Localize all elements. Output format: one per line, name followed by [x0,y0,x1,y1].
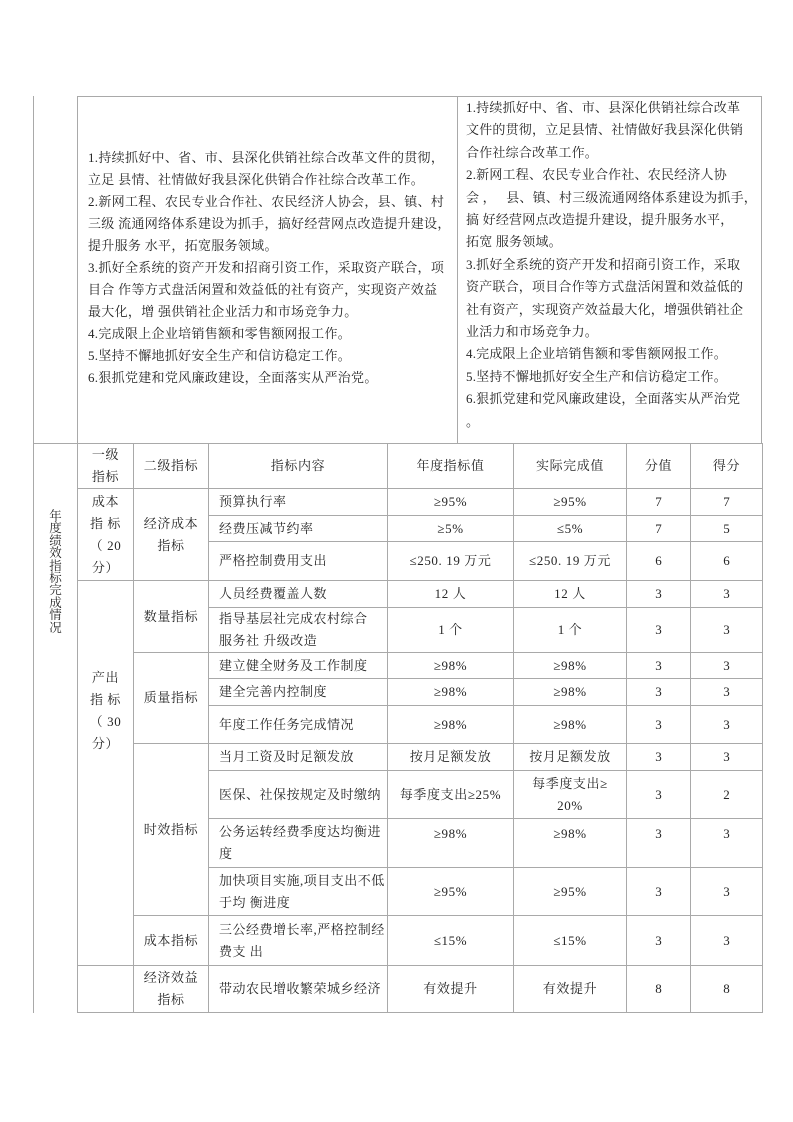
indicator-content: 加快项目实施,项目支出不低 于均 衡进度 [209,868,388,916]
indicator-content: 当月工资及时足额发放 [209,744,388,771]
weight-value: 3 [627,679,691,706]
weight-value: 7 [627,489,691,516]
score-value: 6 [691,542,763,581]
header-actual: 实际完成值 [514,444,627,489]
level2-timeliness: 时效指标 [134,744,209,916]
paragraph: 4.完成限上企业培销售额和零售额网报工作。 [88,326,352,341]
weight-value: 3 [627,744,691,771]
indicator-content: 严格控制费用支出 [209,542,388,581]
actual-value: ≤15% [514,916,627,966]
target-value: 按月足额发放 [388,744,514,771]
level1-cost-indicator: 成本 指 标 （ 20 分） [78,489,134,581]
table-row [34,916,763,966]
score-value: 3 [691,916,763,966]
actual-value: ≥98% [514,653,627,679]
weight-value: 6 [627,542,691,581]
level2-cost: 成本指标 [134,916,209,966]
level1-empty [78,966,134,1013]
target-value: ≥95% [388,489,514,516]
paragraph: 6.狠抓党建和党风廉政建设，全面落实从严治党。 [88,370,378,385]
actual-value: ≥98% [514,819,627,868]
target-value: ≥98% [388,706,514,744]
paragraph: 3.抓好全系统的资产开发和招商引资工作，采取 资产联合，项目合作等方式盘活闲置和效益低的 社有资产，实现资产效益最大化，增强供销社企 业活力和市场竞争力。 [466,256,744,340]
score-value: 3 [691,819,763,868]
target-value: ≤15% [388,916,514,966]
indicator-content: 建立健全财务及工作制度 [209,653,388,679]
level2-economic-benefit: 经济效益 指标 [134,966,209,1013]
paragraph: 2.新网工程、农民专业合作社、农民经济人协 会 ， 县、镇、村三级流通网络体系建设为抓手， 搞 好经营网点改造提升建设，提升服务水平， 拓宽 服务领域。 [466,167,758,250]
header-target: 年度指标值 [388,444,514,489]
paragraph: 1.持续抓好中、省、市、县深化供销社综合改革 文件的贯彻，立足县情、社情做好我县深化供销 合作社综合改革工作。 [466,100,744,160]
actual-value: ≥98% [514,706,627,744]
table-row [34,744,763,771]
header-content: 指标内容 [209,444,388,489]
actual-value: ≥95% [514,489,627,516]
weight-value: 8 [627,966,691,1013]
weight-value: 3 [627,771,691,819]
actual-value: ≤5% [514,516,627,542]
score-value: 3 [691,653,763,679]
actual-value: 有效提升 [514,966,627,1013]
weight-value: 7 [627,516,691,542]
section-label: 年度绩效指标完成情况 [49,509,62,635]
paragraph: 1.持续抓好中、省、市、县深化供销社综合改革文件的贯彻， 立足 县情、社情做好我县深化供销合作社综合改革工作。 [88,150,445,187]
weight-value: 3 [627,706,691,744]
header-row [34,444,763,489]
indicator-content: 医保、社保按规定及时缴纳 [209,771,388,819]
header-level1: 一级 指标 [78,444,134,489]
paragraph: 5.坚持不懈地抓好安全生产和信访稳定工作。 [88,348,352,363]
score-value: 3 [691,706,763,744]
score-value: 2 [691,771,763,819]
score-value: 3 [691,679,763,706]
table-row [34,653,763,679]
indicator-content: 建全完善内控制度 [209,679,388,706]
score-value: 7 [691,489,763,516]
header-score: 得分 [691,444,763,489]
indicator-content: 指导基层社完成农村综合 服务社 升级改造 [209,608,388,653]
table-row [34,581,763,608]
paragraph: 2.新网工程、农民专业合作社、农民经济人协会，县、镇、村 三级 流通网络体系建设为抓手，搞好经营网点改造提升建设， 提升服务 水平，拓宽服务领域。 [88,194,451,253]
target-value: ≥95% [388,868,514,916]
score-value: 8 [691,966,763,1013]
header-weight: 分值 [627,444,691,489]
actual-value: ≤250. 19 万元 [514,542,627,581]
paragraph: 4.完成限上企业培销售额和零售额网报工作。 [466,346,727,362]
paragraph: 3.抓好全系统的资产开发和招商引资工作，采取资产联合，项 目合 作等方式盘活闲置和效益低的社有资产，实现资产效益 最大化，增 强供销社企业活力和市场竞争力。 [88,260,445,319]
work-plan-section [33,96,762,443]
weight-value: 3 [627,916,691,966]
planned-tasks-cell [77,96,457,443]
level2-quantity: 数量指标 [134,581,209,653]
score-value: 5 [691,516,763,542]
weight-value: 3 [627,581,691,608]
indicator-content: 带动农民增收繁荣城乡经济 [209,966,388,1013]
weight-value: 3 [627,608,691,653]
score-value: 3 [691,744,763,771]
completed-tasks-cell [457,96,762,443]
paragraph: 5.坚持不懈地抓好安全生产和信访稳定工作。 [466,368,727,384]
indicator-content: 人员经费覆盖人数 [209,581,388,608]
actual-value: ≥98% [514,679,627,706]
target-value: 每季度支出≥25% [388,771,514,819]
target-value: ≥5% [388,516,514,542]
level1-output-indicator: 产出 指 标 （ 30 分） [78,581,134,966]
header-level2: 二级指标 [134,444,209,489]
level2-quality: 质量指标 [134,653,209,744]
indicator-content: 年度工作任务完成情况 [209,706,388,744]
actual-value: ≥95% [514,868,627,916]
target-value: ≤250. 19 万元 [388,542,514,581]
score-value: 3 [691,608,763,653]
score-value: 3 [691,868,763,916]
indicator-content: 三公经费增长率,严格控制经 费支 出 [209,916,388,966]
target-value: ≥98% [388,819,514,868]
target-value: 1 个 [388,608,514,653]
actual-value: 按月足额发放 [514,744,627,771]
level2-economic-cost: 经济成本 指标 [134,489,209,581]
weight-value: 3 [627,653,691,679]
score-value: 3 [691,581,763,608]
actual-value: 1 个 [514,608,627,653]
target-value: ≥98% [388,679,514,706]
actual-value: 12 人 [514,581,627,608]
indicator-content: 经费压减节约率 [209,516,388,542]
indicator-content: 预算执行率 [209,489,388,516]
table-row [34,489,763,516]
table-row [34,966,763,1013]
performance-indicator-table [33,443,763,1013]
target-value: 有效提升 [388,966,514,1013]
indicator-content: 公务运转经费季度达均衡进 度 [209,819,388,868]
target-value: ≥98% [388,653,514,679]
section-label-cell [34,444,78,1013]
actual-value: 每季度支出≥ 20% [514,771,627,819]
target-value: 12 人 [388,581,514,608]
paragraph: 6.狠抓党建和党风廉政建设，全面落实从严治党 。 [466,391,741,429]
weight-value: 3 [627,819,691,868]
left-gutter [33,96,77,443]
weight-value: 3 [627,868,691,916]
